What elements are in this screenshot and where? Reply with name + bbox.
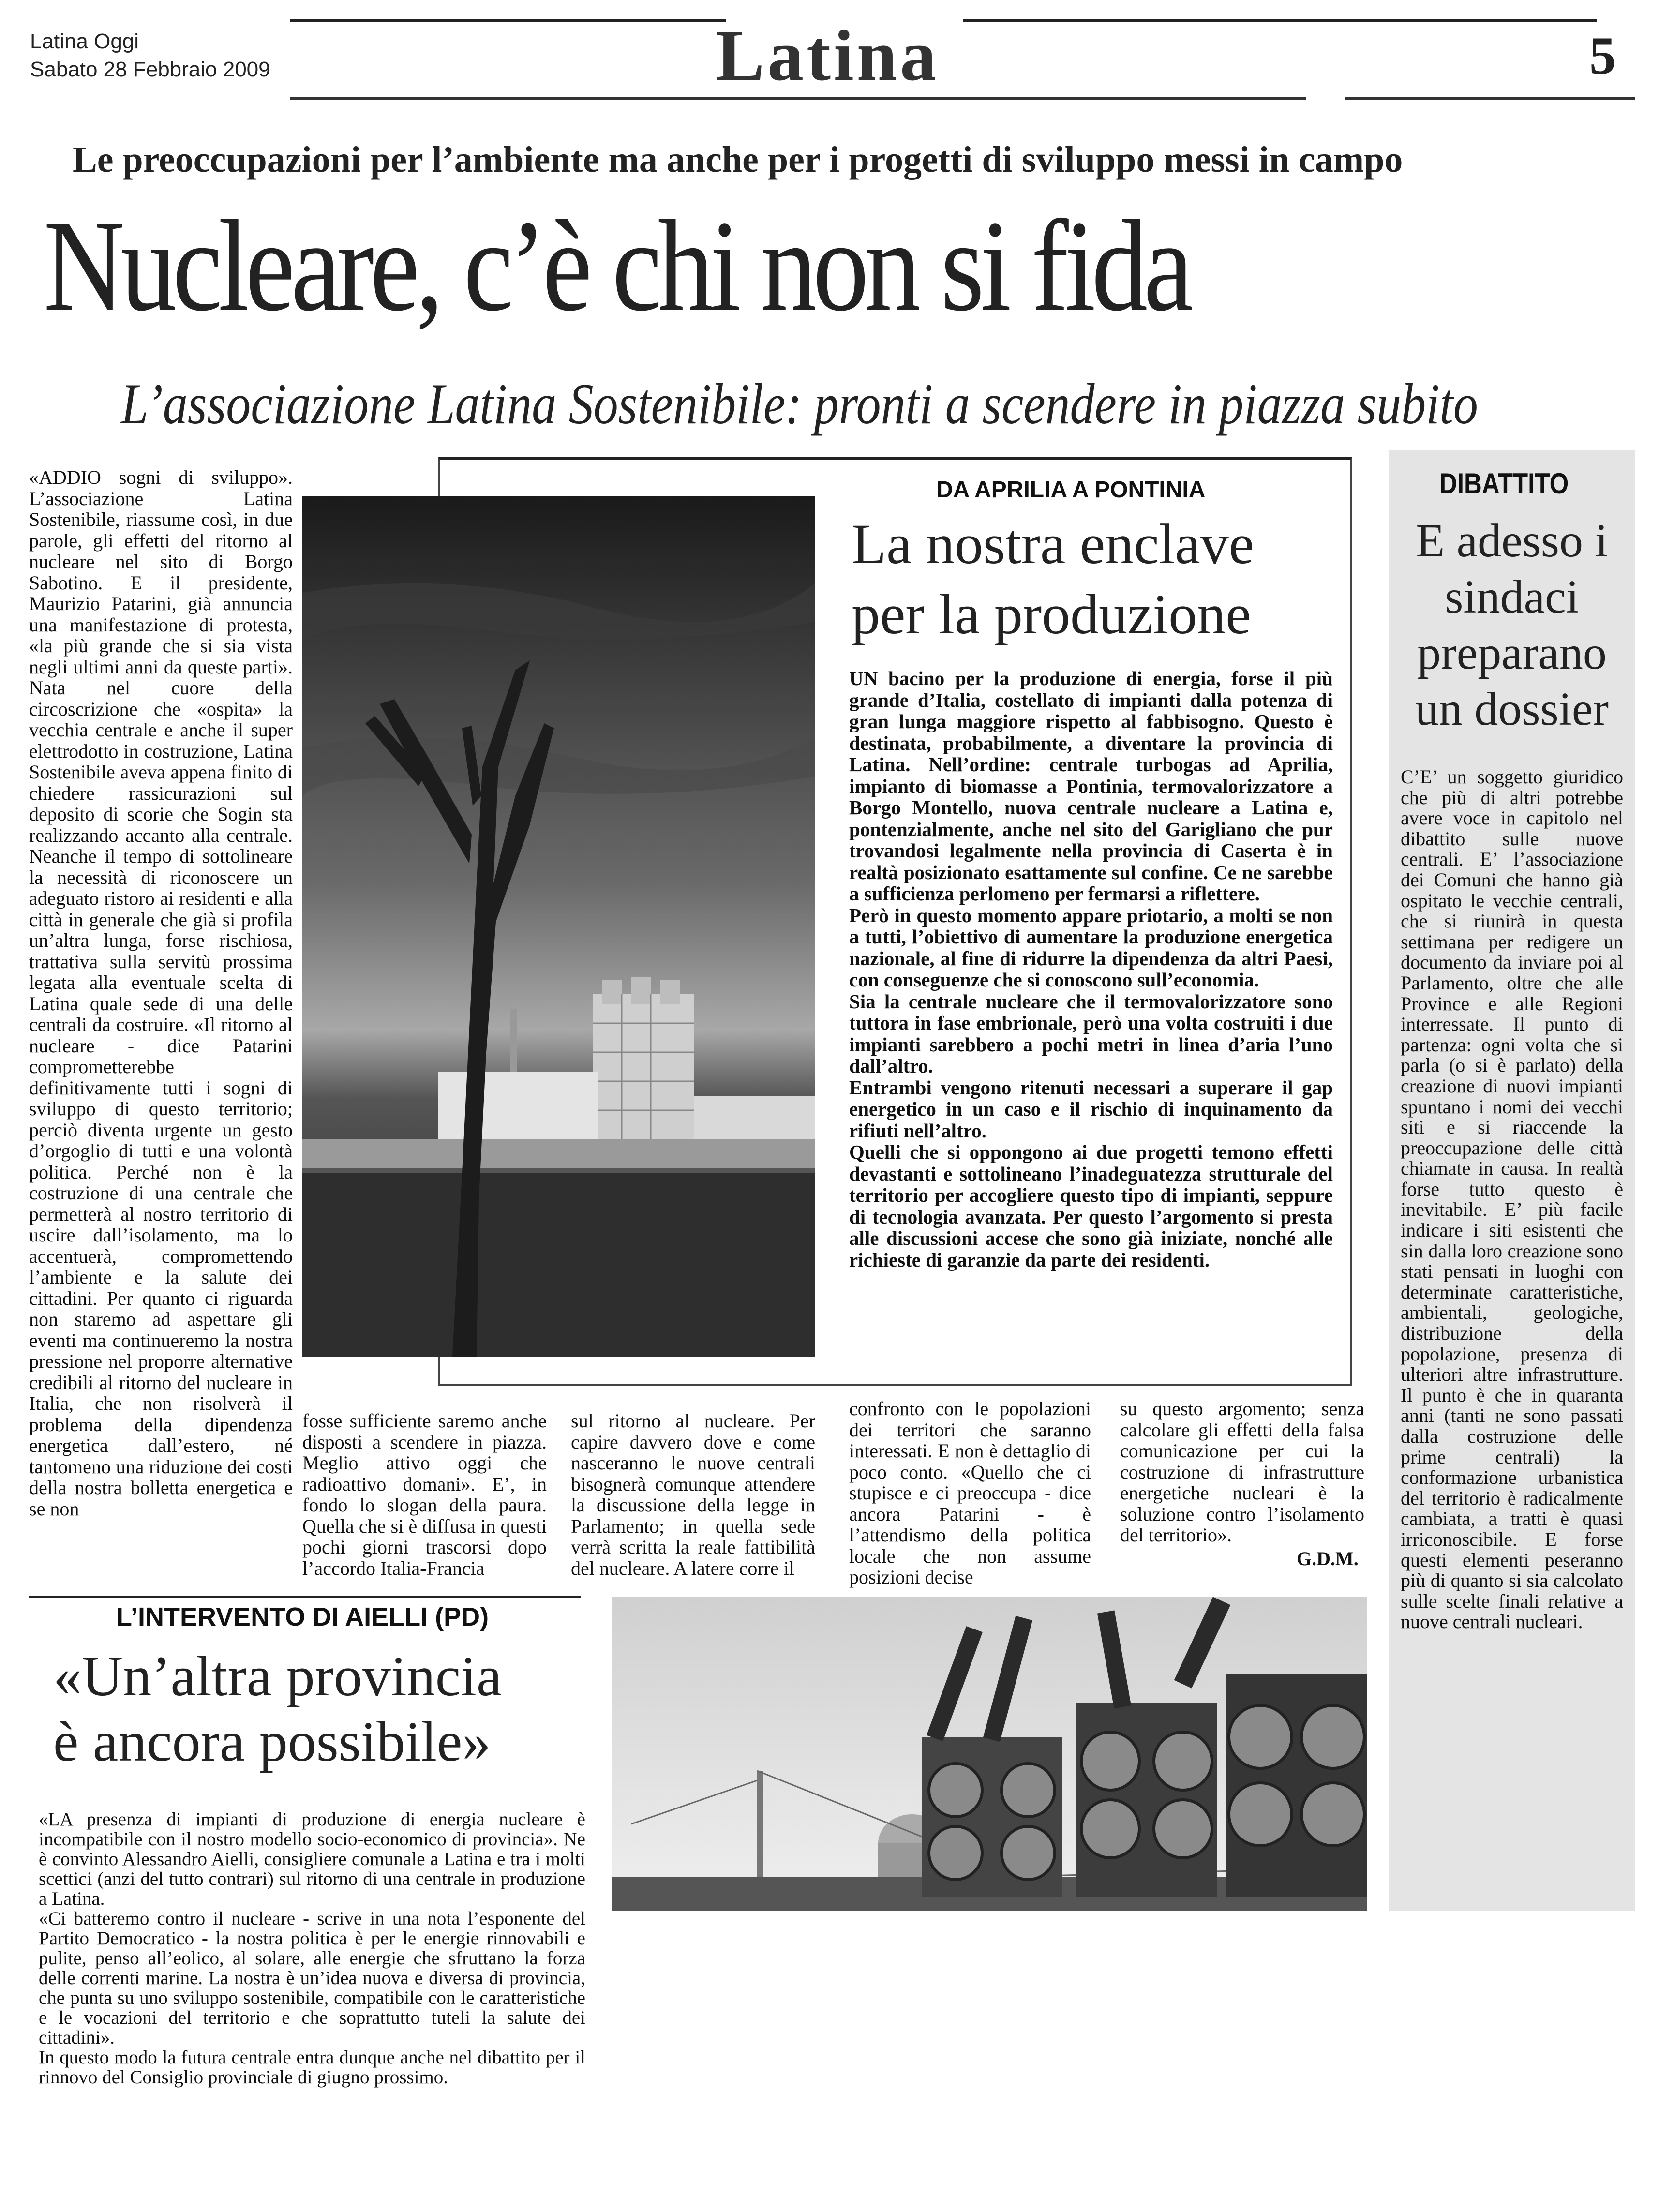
main-subheadline: L’associazione Latina Sostenibile: pronti a scendere in piazza subito [121, 372, 1478, 436]
boxed-headline-line1: La nostra enclave [852, 512, 1255, 576]
header-rule-right [963, 19, 1597, 22]
header-rule-bottom-right [1345, 97, 1635, 100]
main-headline: Nucleare, c’è chi non si fida [44, 194, 1190, 338]
intervention-headline-line1: «Un’altra provincia [53, 1644, 502, 1708]
intervention-headline-line2: è ancora possibile» [53, 1710, 491, 1773]
intervention-body [39, 1809, 585, 2197]
intervention-kicker: L’INTERVENTO DI AIELLI (PD) [116, 1602, 489, 1631]
main-article-text-col4: confronto con le popolazioni dei territori che saranno interessati. E non è dettaglio di poco conto. «Quello che ci stupisce e ci preoccupa - dice ancora Patarini - è l’attendismo della politica locale che non assume posizioni decise [849, 1398, 1091, 1588]
main-article-text-col1: «ADDIO sogni di sviluppo». L’associazione Latina Sostenibile, riassume così, in due parole, gli effetti del ritorno al nucleare nel sito di Borgo Sabotino. E il presidente, Maurizio Patarini, già annuncia una manifestazione di protesta, «la più grande che si sia vista negli ultimi anni da queste parti». Nata nel cuore della circoscrizione che «ospita» la vecchia centrale e anche il super elettrodotto in costruzione, Latina Sostenibile aveva appena finito di chiedere rassicurazioni sul deposito di scorie che Sogin sta realizzando accanto alla centrale. Neanche il tempo di sottolineare la necessità di riconoscere un adeguato ristoro ai residenti e alla città in generale che già si profila un’altra lunga, forse rischiosa, trattativa sulla servitù prossima legata alla eventuale scelta di Latina quale sede di una delle centrali da costruire. «Il ritorno al nucleare - dice Patarini comprometterebbe definitivamente tutti i sogni di sviluppo di questo territorio; perciò diventa urgente un gesto d’orgoglio di tutti e una volontà politica. Perché non è la costruzione di una centrale che permetterà al nostro territorio di uscire dall’isolamento, ma lo accentuerà, compromettendo l’ambiente e la salute dei cittadini. Per quanto ci riguarda non staremo ad aspettare gli eventi ma continueremo la nostra pressione nel proporre alternative credibili al ritorno del nucleare in Italia, che non risolverà il problema della dipendenza energetica dall’estero, né tantomeno una riduzione dei costi della nostra bolletta energetica e se non [29, 466, 293, 1520]
main-article-text-col3: sul ritorno al nucleare. Per capire davvero dove e come nasceranno le nuove centrali bisognerà comunque attendere la discussione della legge in Parlamento; in quella sede verrà scritta la reale fattibilità del nucleare. A latere corre il [571, 1410, 815, 1579]
boxed-kicker: DA APRILIA A PONTINIA [936, 477, 1206, 503]
main-article-column-3 [571, 1410, 815, 1579]
sidebar-kicker: DIBATTITO [1439, 467, 1569, 500]
section-title: Latina [716, 15, 940, 96]
boxed-article-body [849, 668, 1333, 1374]
boxed-headline-line2: per la produzione [852, 583, 1251, 646]
boxed-article-text: UN bacino per la produzione di energia, forse il più grande d’Italia, costellato di impianti dalla potenza di gran lunga maggiore rispetto al fabbisogno. Questo è destinata, probabilmente, a diventare la provincia di Latina. Nell’ordine: centrale turbogas ad Aprilia, impianto di biomasse a Pontinia, termovalorizzatore a Borgo Montello, nuova centrale nucleare a Latina e, pontenzialmente, anche nel sito del Garigliano che pur trovandosi legalmente nella provincia di Caserta è in realtà posizionato esattamente sul confine. Ce ne sarebbe a sufficienza perlomeno per fermarsi a riflettere. Però in questo momento appare priotario, a molti se non a tutti, l’obiettivo di aumentare la produzione energetica nazionale, al fine di ridurre la dipendenza da altri Paesi, con conseguenze che si conoscono sull’economia. Sia la centrale nucleare che il termovalorizzatore sono tuttora in fase embrionale, però una volta costruiti i due impianti sarebbero a pochi metri in linea d’aria l’uno dall’altro. Entrambi vengono ritenuti necessari a superare il gap energetico in un caso e il rischio di inquinamento da rifiuti nell’altro. Quelli che si oppongono ai due progetti temono effetti devastanti e sottolineano l’inadeguatezza strutturale del territorio per accogliere questo tipo di impianti, seppure di tecnologia avanzata. Per questo l’argomento si presta alle discussioni accese che sono già iniziate, nonché alle richieste di garanzie da parte dei residenti. [849, 667, 1333, 1271]
tree-plant-illustration [302, 496, 815, 1357]
main-article-text-col5: su questo argomento; senza calcolare gli effetti della falsa comunicazione per cui la costruzione di infrastrutture energetiche nucleari è la soluzione contro l’isolamento del territorio». [1120, 1398, 1364, 1546]
page-number: 5 [1589, 26, 1616, 85]
power-plant-tree-photo [302, 496, 815, 1357]
transformers-illustration [612, 1597, 1367, 1911]
intervention-rule [29, 1596, 581, 1598]
main-signature: G.D.M. [1297, 1548, 1359, 1569]
sidebar-text: C’E’ un soggetto giuridico che più di altri potrebbe avere voce in capitolo nel dibattito sulle nuove centrali. E’ l’associazione dei Comuni che hanno già ospitato le vecchie centrali, che si riunirà in questa settimana per redigere un documento da inviare poi al Parlamento, oltre che alle Province e alle Regioni interressate. Il punto di partenza: ogni volta che si parla (o si è parlato) della creazione di nuovi impianti spuntano i nomi dei vecchi siti e si riaccende la preoccupazione delle città chiamate in causa. In realtà forse tutto questo è inevitabile. E’ più facile indicare i siti esistenti che sin dalla loro creazione sono stati pensati in luoghi con determinate caratteristiche, ambientali, geologiche, distribuzione della popolazione, presenza di ulteriori altre infrastrutture. Il punto è che in quaranta anni (tanti ne sono passati dalla costruzione delle prime centrali) la conformazione urbanistica del territorio è radicalmente cambiata, a tratti è quasi irriconoscibile. E forse questi elementi peseranno più di quanto si sia calcolato sulle scelte finali relative a nuove centrali nucleari. [1401, 766, 1623, 1633]
intervention-text: «LA presenza di impianti di produzione di energia nucleare è incompatibile con il nostro modello socio-economico di provincia». Ne è convinto Alessandro Aielli, consigliere comunale a Latina e tra i molti scettici (anzi del tutto contrari) sul ritorno di una centrale in produzione a Latina. «Ci batteremo contro il nucleare - scrive in una nota l’esponente del Partito Democratico - la nostra politica è per le energie rinnovabili e pulite, penso all’eolico, al solare, alle energie che sfruttano la forza delle correnti marine. La nostra è un’idea nuova e diversa di provincia, che punta su uno sviluppo sostenibile, compatibile con le caratteristiche e le vocazioni del territorio e che soprattutto tuteli la salute dei cittadini». In questo modo la futura centrale entra dunque anche nel dibattito per il rinnovo del Consiglio provinciale di giugno prossimo. [39, 1809, 585, 2088]
header-rule-bottom-left [290, 97, 1306, 100]
transformers-photo [612, 1597, 1367, 1911]
issue-date: Sabato 28 Febbraio 2009 [30, 58, 270, 81]
main-kicker: Le preoccupazioni per l’ambiente ma anche per i progetti di sviluppo messi in campo [73, 139, 1403, 180]
sidebar-headline: E adesso i sindaci preparano un dossier [1415, 515, 1609, 735]
sidebar-body [1401, 767, 1623, 1894]
main-article-column-1 [29, 466, 293, 1520]
main-article-column-2 [302, 1410, 547, 1579]
main-article-column-5 [1120, 1398, 1364, 1546]
newspaper-name: Latina Oggi [30, 30, 139, 53]
header-rule-left [290, 19, 726, 22]
main-article-text-col2: fosse sufficiente saremo anche disposti a scendere in piazza. Meglio attivo oggi che radioattivo domani». E’, in fondo lo slogan della paura. Quella che si è diffusa in questi pochi giorni trascorsi dopo l’accordo Italia-Francia [302, 1410, 547, 1579]
main-article-column-4 [849, 1398, 1091, 1588]
